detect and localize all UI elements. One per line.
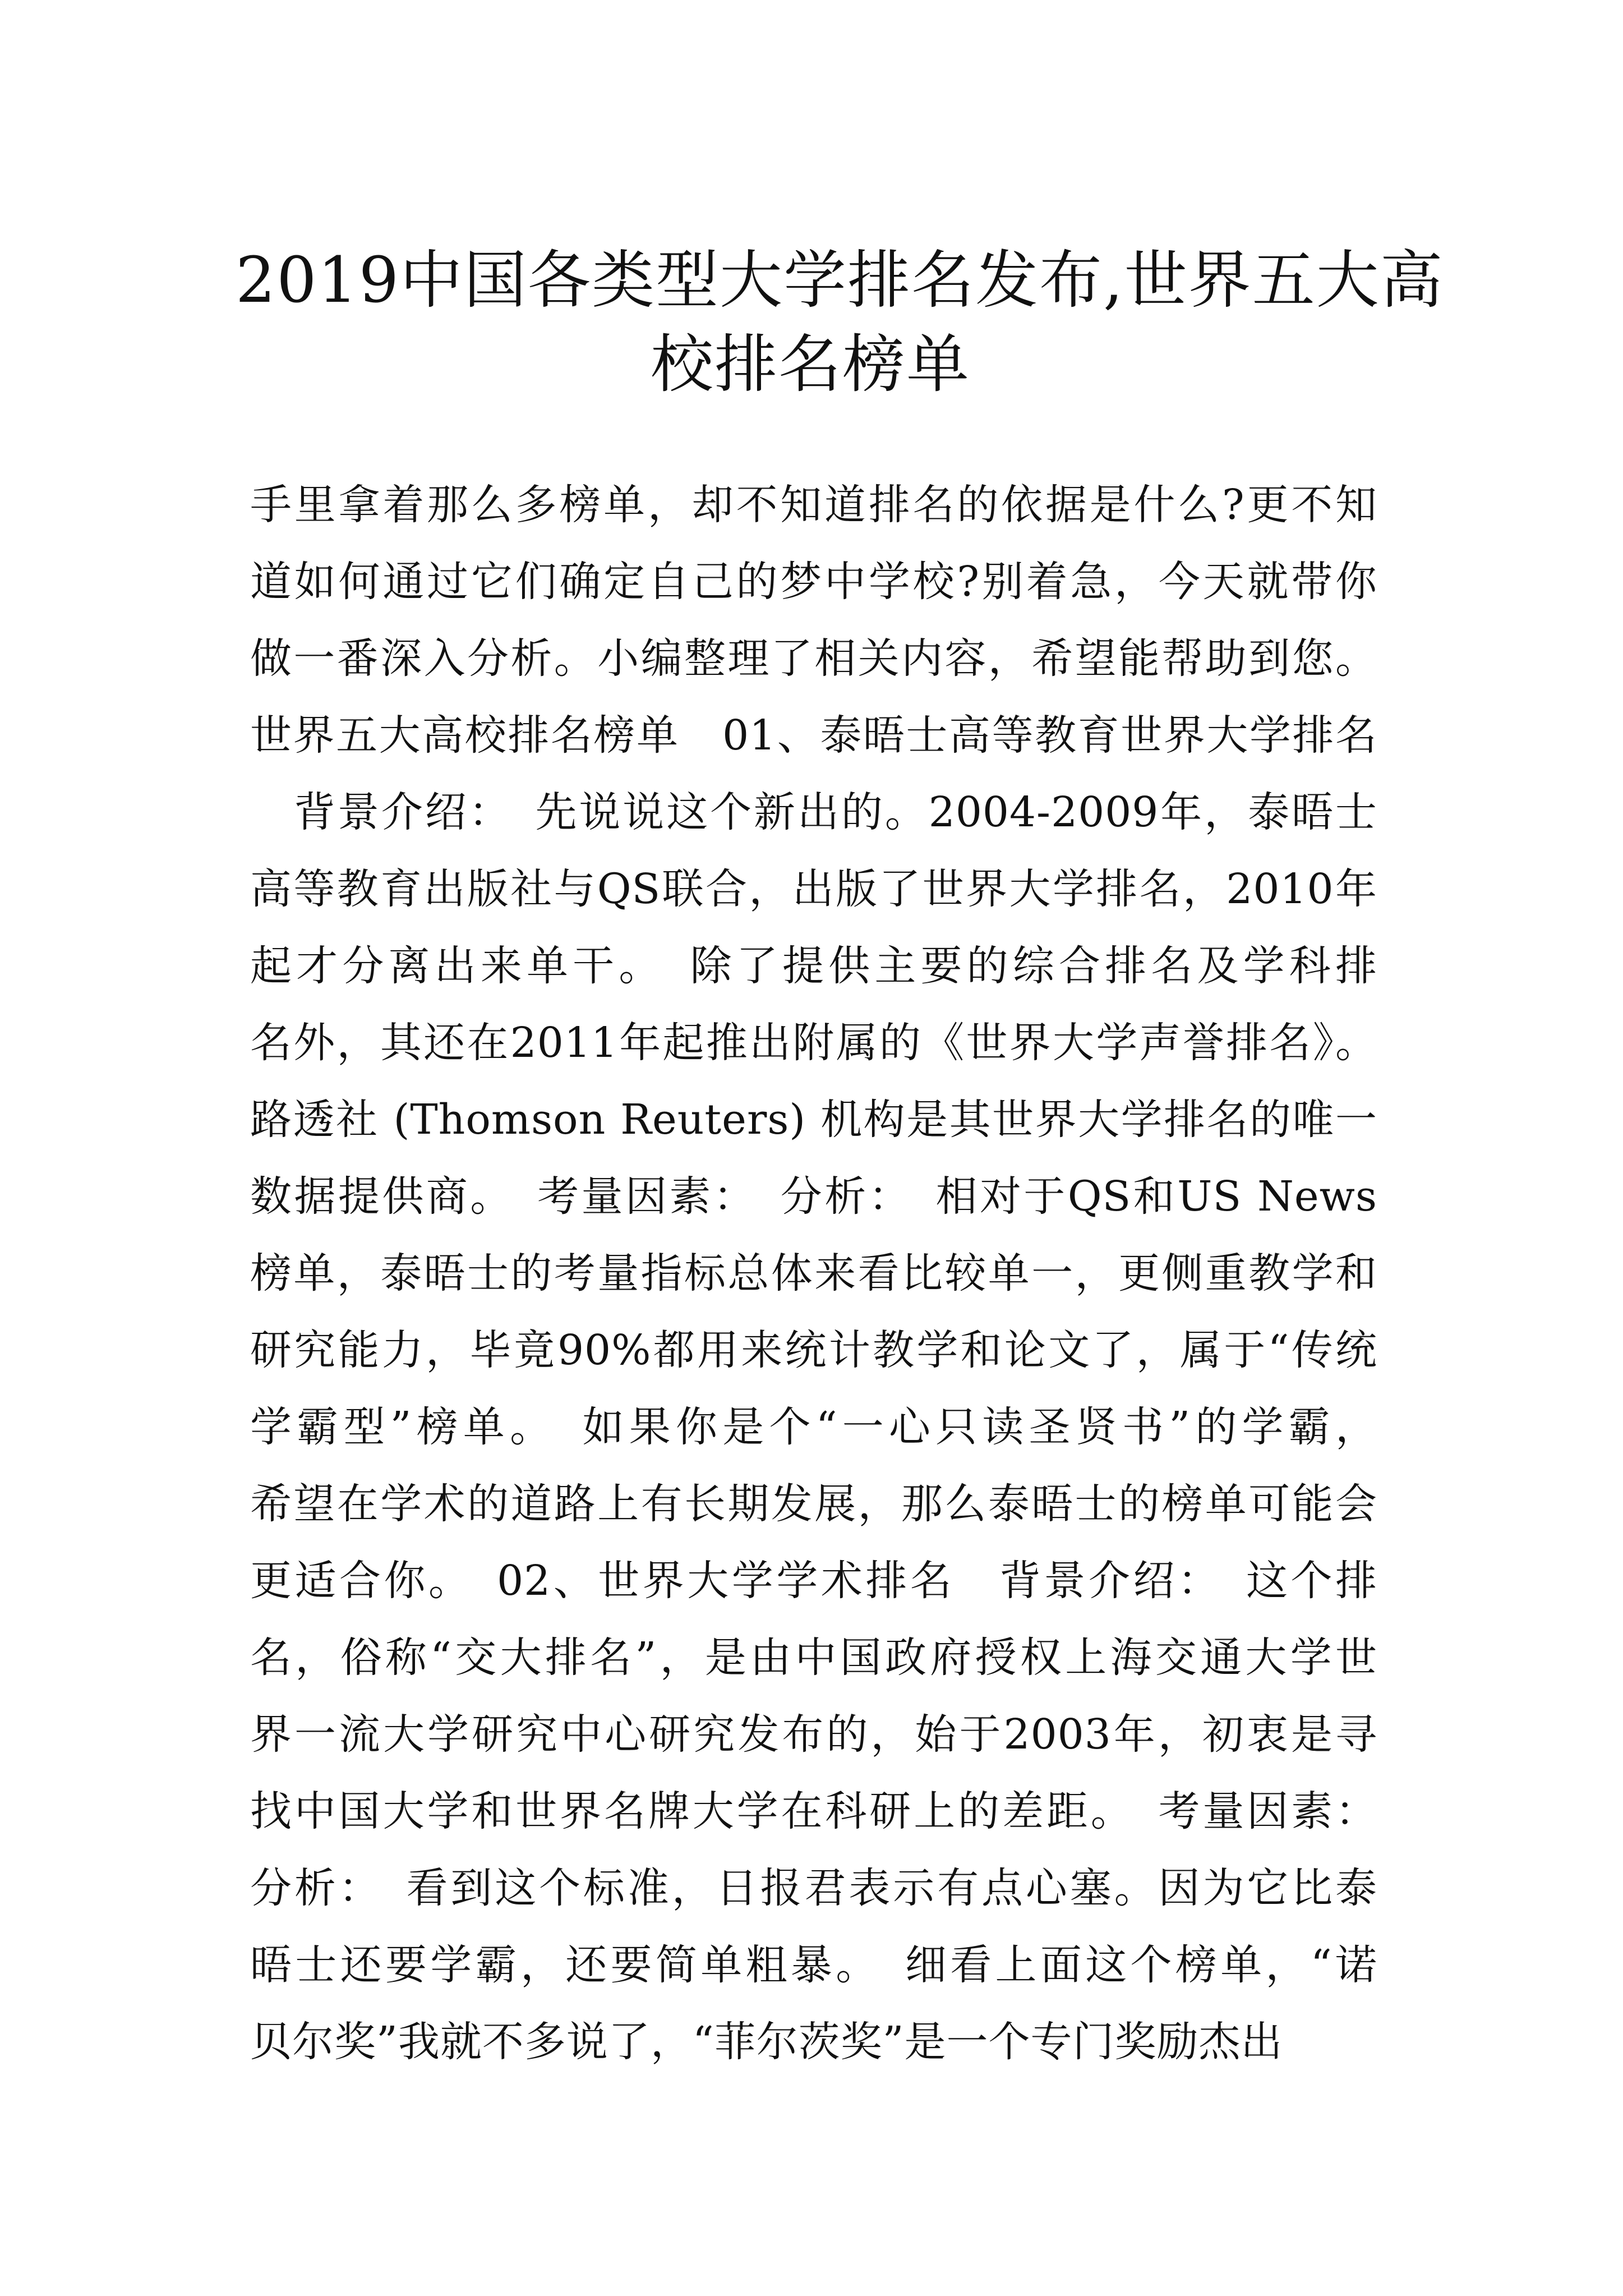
body-line: 做一番深入分析。小编整理了相关内容，希望能帮助到您。 — [250, 634, 1377, 683]
body-line: 研究能力，毕竟90%都用来统计教学和论文了，属于“传统 — [250, 1326, 1377, 1374]
body-line: 数据提供商。 考量因素： 分析： 相对于QS和US News — [250, 1172, 1377, 1221]
body-line: 道如何通过它们确定自己的梦中学校?别着急，今天就带你 — [250, 558, 1377, 606]
body-line: 世界五大高校排名榜单 01、泰晤士高等教育世界大学排名 — [250, 711, 1377, 760]
body-line: 起才分离出来单干。 除了提供主要的综合排名及学科排 — [250, 942, 1377, 990]
body-line: 界一流大学研究中心研究发布的，始于2003年，初衷是寻 — [250, 1710, 1377, 1759]
body-line: 更适合你。 02、世界大学学术排名 背景介绍： 这个排 — [250, 1557, 1377, 1605]
body-line: 学霸型”榜单。 如果你是个“一心只读圣贤书”的学霸， — [250, 1403, 1377, 1451]
article-body — [250, 467, 1377, 2081]
body-line: 找中国大学和世界名牌大学在科研上的差距。 考量因素： — [250, 1787, 1377, 1835]
body-line: 名，俗称“交大排名”，是由中国政府授权上海交通大学世 — [250, 1634, 1377, 1682]
body-line: 晤士还要学霸，还要简单粗暴。 细看上面这个榜单，“诺 — [250, 1941, 1377, 1989]
body-line: 榜单，泰晤士的考量指标总体来看比较单一，更侧重教学和 — [250, 1249, 1377, 1297]
body-line: 背景介绍： 先说说这个新出的。2004-2009年，泰晤士 — [250, 788, 1377, 836]
title-line-2: 校排名榜单 — [651, 328, 970, 402]
title-line-1: 2019中国各类型大学排名发布,世界五大高 — [236, 244, 1444, 318]
page-title — [236, 238, 1444, 407]
body-line: 路透社 (Thomson Reuters) 机构是其世界大学排名的唯一 — [250, 1096, 1377, 1144]
body-line: 手里拿着那么多榜单，却不知道排名的依据是什么?更不知 — [250, 481, 1377, 529]
body-line: 分析： 看到这个标准，日报君表示有点心塞。因为它比泰 — [250, 1864, 1377, 1912]
body-line: 贝尔奖”我就不多说了，“菲尔茨奖”是一个专门奖励杰出 — [250, 2018, 1283, 2066]
body-line: 希望在学术的道路上有长期发展，那么泰晤士的榜单可能会 — [250, 1480, 1377, 1528]
body-line: 名外，其还在2011年起推出附属的《世界大学声誉排名》。 — [250, 1019, 1377, 1067]
body-line: 高等教育出版社与QS联合，出版了世界大学排名，2010年 — [250, 865, 1377, 913]
